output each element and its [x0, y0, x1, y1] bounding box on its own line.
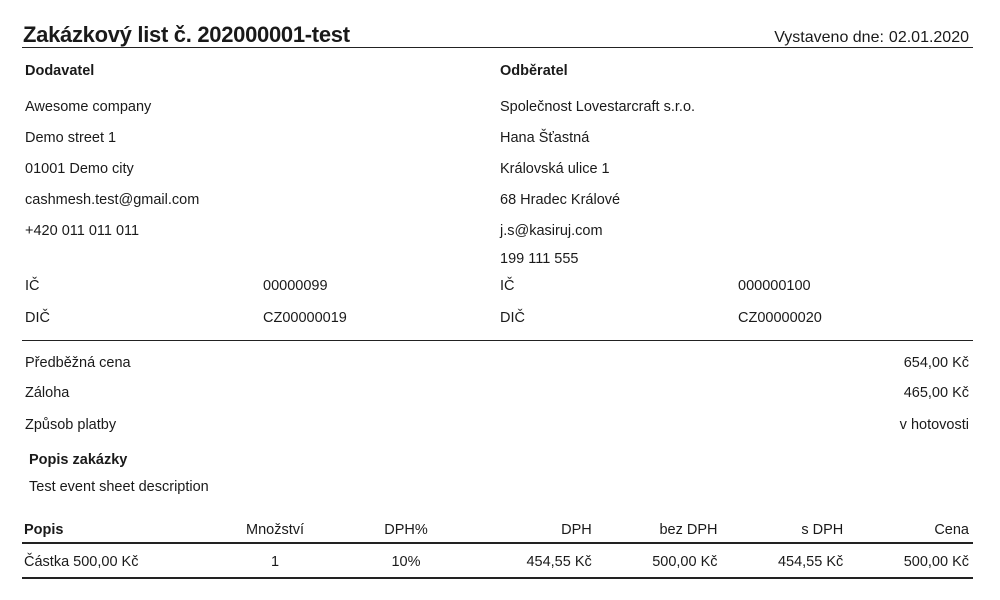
- column-header-vat: DPH: [470, 518, 596, 543]
- customer-street: Královská ulice 1: [500, 161, 610, 177]
- row-description: Částka 500,00 Kč: [22, 543, 208, 578]
- supplier-ic-value: 00000099: [263, 278, 328, 294]
- deposit-label: Záloha: [25, 385, 70, 401]
- supplier-phone: +420 011 011 011: [25, 223, 140, 239]
- header-divider: [22, 47, 973, 48]
- row-vat: 454,55 Kč: [470, 543, 596, 578]
- description-heading: Popis zakázky: [29, 452, 128, 468]
- supplier-heading: Dodavatel: [25, 63, 95, 79]
- description-text: Test event sheet description: [29, 479, 209, 495]
- row-vat-percent: 10%: [344, 543, 470, 578]
- document-title: Zakázkový list č. 202000001-test: [23, 22, 350, 47]
- deposit-value: 465,00 Kč: [903, 385, 969, 401]
- column-header-description: Popis: [22, 518, 208, 543]
- estimated-price-label: Předběžná cena: [25, 355, 131, 371]
- table-row: [22, 543, 973, 578]
- customer-ic-label: IČ: [500, 278, 515, 294]
- column-header-quantity: Množství: [208, 518, 344, 543]
- row-quantity: 1: [208, 543, 344, 578]
- supplier-city: 01001 Demo city: [25, 161, 134, 177]
- customer-heading: Odběratel: [500, 63, 568, 79]
- issue-date-value: 02.01.2020: [888, 29, 969, 46]
- row-with-vat: 454,55 Kč: [722, 543, 848, 578]
- issue-date: [774, 29, 969, 47]
- issue-date-label: Vystaveno dne:: [774, 29, 884, 46]
- customer-dic-label: DIČ: [500, 310, 525, 326]
- customer-phone: 199 111 555: [500, 251, 579, 267]
- payment-method-value: v hotovosti: [899, 417, 969, 433]
- supplier-email: cashmesh.test@gmail.com: [25, 192, 200, 208]
- supplier-dic-label: DIČ: [25, 310, 50, 326]
- supplier-name: Awesome company: [25, 99, 152, 115]
- column-header-price: Cena: [847, 518, 973, 543]
- parties-divider: [22, 340, 973, 341]
- supplier-dic-value: CZ00000019: [263, 310, 347, 326]
- column-header-without-vat: bez DPH: [596, 518, 722, 543]
- payment-method-label: Způsob platby: [25, 417, 117, 433]
- estimated-price-value: 654,00 Kč: [903, 355, 969, 371]
- supplier-street: Demo street 1: [25, 130, 117, 146]
- row-without-vat: 500,00 Kč: [596, 543, 722, 578]
- customer-company: Společnost Lovestarcraft s.r.o.: [500, 99, 696, 115]
- customer-email: j.s@kasiruj.com: [500, 223, 603, 239]
- supplier-ic-label: IČ: [25, 278, 40, 294]
- customer-contact: Hana Šťastná: [500, 130, 590, 146]
- customer-city: 68 Hradec Králové: [500, 192, 621, 208]
- row-price: 500,00 Kč: [847, 543, 973, 578]
- column-header-with-vat: s DPH: [722, 518, 848, 543]
- customer-dic-value: CZ00000020: [738, 310, 822, 326]
- customer-ic-value: 000000100: [738, 278, 811, 294]
- items-table-header-row: [22, 518, 973, 543]
- column-header-vat-percent: DPH%: [344, 518, 470, 543]
- items-table: [22, 518, 973, 579]
